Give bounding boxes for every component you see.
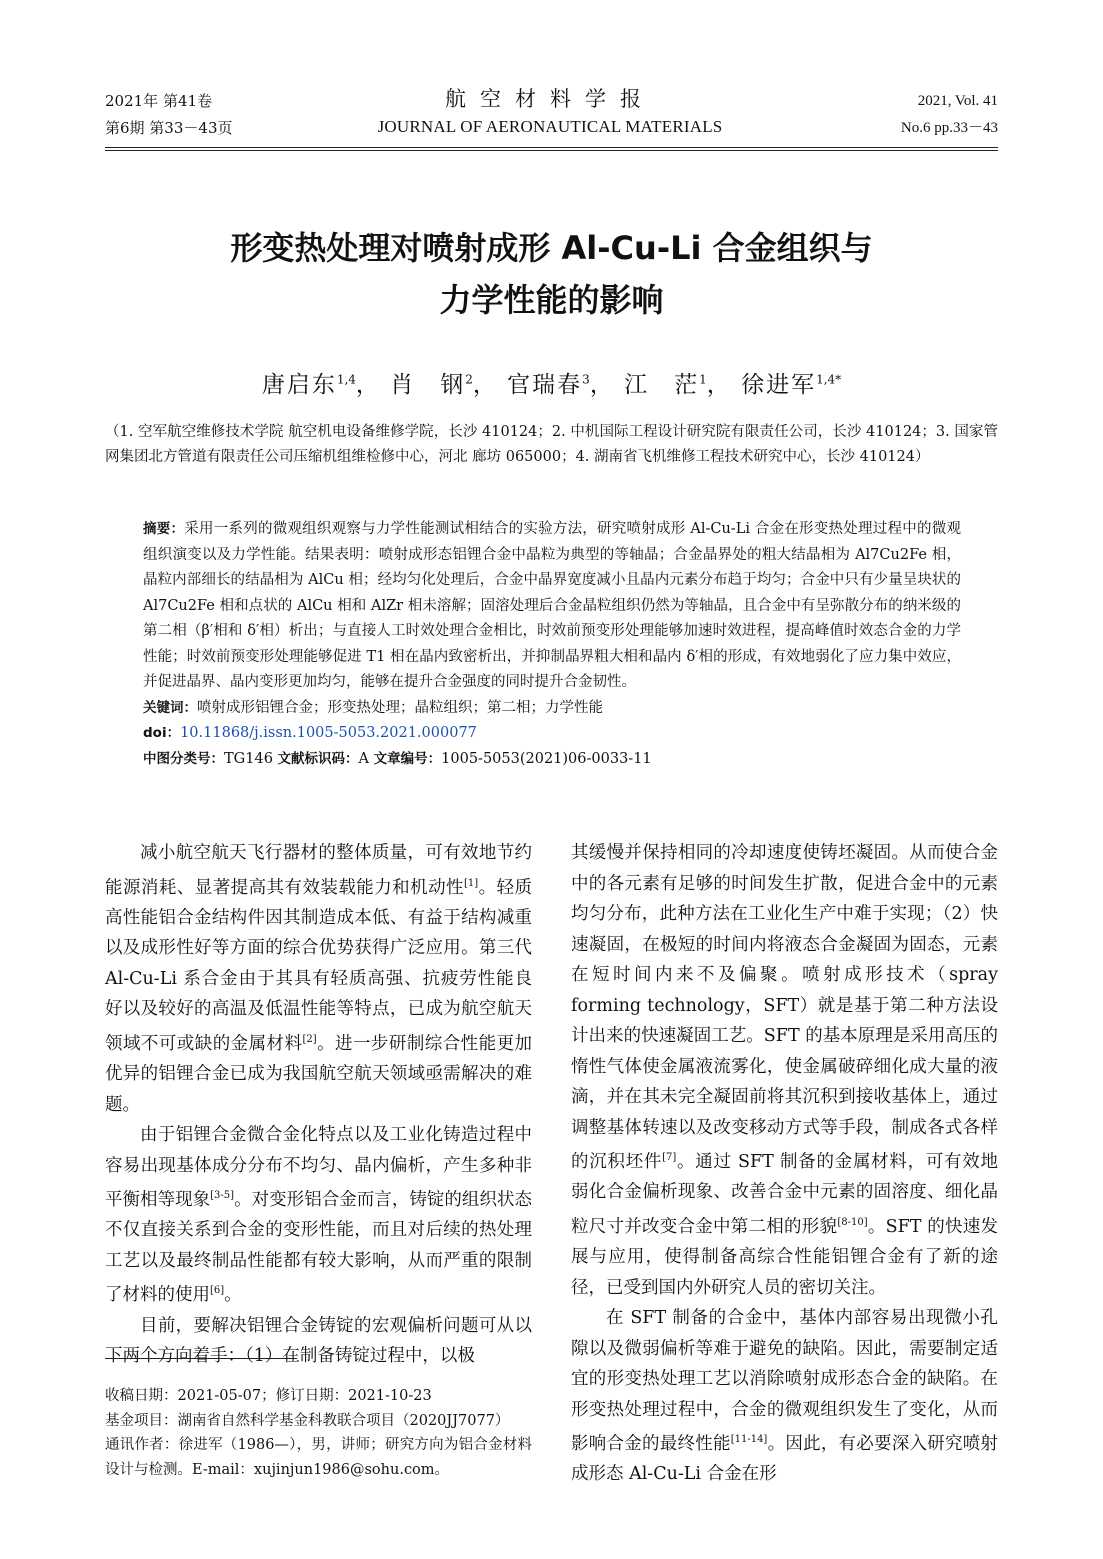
body-paragraph: 在 SFT 制备的合金中，基体内部容易出现微小孔隙以及微弱偏析等难于避免的缺陷。因此，需要制定适宜的形变热处理工艺以消除喷射成形态合金的缺陷。在形变热处理过程中，合金的微观组织发生了变化，从而影响合金的最终性能[11-14]。因此，有必要深入研究喷射成形态 Al-Cu-Li 合金在形: [571, 1308, 999, 1485]
journal-name-cn: 航空材料学报: [445, 87, 655, 111]
volume-info-en: 2021, Vol. 41: [917, 93, 998, 109]
footnote-rule: [105, 1358, 297, 1359]
title-line-1: 形变热处理对喷射成形 Al-Cu-Li 合金组织与: [230, 229, 873, 267]
issue-info-en: No.6 pp.33－43: [900, 120, 998, 136]
doi-link[interactable]: 10.11868/j.issn.1005-5053.2021.000077: [180, 725, 477, 741]
citation: [8-10]: [837, 1216, 868, 1228]
clc-number: 中图分类号：TG146: [143, 750, 273, 767]
abstract-block: [143, 517, 961, 772]
title-line-2: 力学性能的影响: [439, 281, 664, 319]
body-column-right: [571, 838, 998, 1490]
author: 官瑞春$^3$，: [507, 372, 615, 398]
running-header-right: [901, 88, 998, 142]
citation: [6]: [210, 1285, 225, 1297]
classification-row: [143, 747, 961, 773]
footnote: [105, 1384, 532, 1482]
issue-info: 第6期 第33－43页: [105, 119, 233, 137]
body-column-left: [105, 838, 532, 1372]
citation: [3-5]: [210, 1190, 235, 1202]
citation: [2]: [302, 1033, 317, 1045]
affiliations: （1. 空军航空维修技术学院 航空机电设备维修学院，长沙 410124；2. 中机国际工程设计研究院有限责任公司，长沙 410124；3. 国家管网集团北方管道有限责任公司压缩机组维检修中心，河北 廊坊 065000；4. 湖南省飞机维修工程技术研究中心，长沙 410124）: [105, 424, 998, 465]
body-paragraph: 目前，要解决铝锂合金铸锭的宏观偏析问题可从以下两个方向着手：（1）在制备铸锭过程中，以极: [105, 1315, 532, 1367]
journal-name: [330, 84, 770, 140]
header-rule: [105, 147, 998, 151]
article-number: 文章编号：1005-5053(2021)06-0033-11: [373, 750, 652, 767]
citation: [1]: [463, 877, 479, 889]
journal-name-en: JOURNAL OF AERONAUTICAL MATERIALS: [377, 117, 723, 136]
volume-info: 2021年 第41卷: [105, 92, 213, 110]
abstract: 摘要：采用一系列的微观组织观察与力学性能测试相结合的实验方法，研究喷射成形 Al-Cu-Li 合金在形变热处理过程中的微观组织演变以及力学性能。结果表明：喷射成形态铝锂合金中晶粒为典型的等轴晶；合金晶界处的粗大结晶相为 Al7Cu2Fe 相，晶粒内部细长的结晶相为 AlCu 相；经均匀化处理后，合金中晶界宽度减小且晶内元素分布趋于均匀；合金中只有少量呈块状的 Al7Cu2Fe 相和点状的 AlCu 相和 AlZr 相未溶解；固溶处理后合金晶粒组织仍然为等轴晶，且合金中有呈弥散分布的纳米级的第二相（β′相和 δ′相）析出；与直接人工时效处理合金相比，时效前预变形处理能够加速时效进程，提高峰值时效态合金的力学性能；时效前预变形处理能够促进 T1 相在晶内致密析出，并抑制晶界粗大相和晶内 δ′相的形成，有效地弱化了应力集中效应，并促进晶界、晶内变形更加均匀，能够在提升合金强度的同时提升合金韧性。: [143, 521, 961, 690]
body-paragraph: 其缓慢并保持相同的冷却速度使铸坯凝固。从而使合金中的各元素有足够的时间发生扩散，促进合金中的元素均匀分布，此种方法在工业化生产中难于实现；（2）快速凝固，在极短的时间内将液态合金凝固为固态，元素在短时间内来不及偏聚。喷射成形技术（spray forming technology，SFT）就是基于第二种方法设计出来的快速凝固工艺。SFT 的基本原理是采用高压的惰性气体使金属液流雾化，使金属破碎细化成大量的液滴，并在其未完全凝固前将其沉积到接收基体上，通过调整基体转速以及改变移动方式等手段，制成各式各样的沉积坯件[7]。通过 SFT 制备的金属材料，可有效地弱化合金偏析现象、改善合金中元素的固溶度、细化晶粒尺寸并改变合金中第二相的形貌[8-10]。SFT 的快速发展与应用，使得制备高综合性能铝锂合金有了新的途径，已受到国内外研究人员的密切关注。: [571, 843, 999, 1298]
body-paragraph: 由于铝锂合金微合金化特点以及工业化铸造过程中容易出现基体成分分布不均匀、晶内偏析，产生多种非平衡相等现象[3-5]。对变形铝合金而言，铸锭的组织状态不仅直接关系到合金的变形性能，而且对后续的热处理工艺以及最终制品性能都有较大影响，从而严重的限制了材料的使用[6]。: [105, 1125, 533, 1306]
body-paragraph: 减小航空航天飞行器材的整体质量，可有效地节约能源消耗、显著提高其有效装载能力和机动性[1]。轻质高性能铝合金结构件因其制造成本低、有益于结构减重以及成形性好等方面的综合优势获得广泛应用。第三代 Al-Cu-Li 系合金由于其具有轻质高强、抗疲劳性能良好以及较好的高温及低温性能等特点，已成为航空航天领域不可或缺的金属材料[2]。进一步研制综合性能更加优异的铝锂合金已成为我国航空航天领域亟需解决的难题。: [105, 843, 533, 1115]
author: 徐进军$^{1,4*}$: [741, 372, 842, 398]
doi: doi：10.11868/j.issn.1005-5053.2021.000077: [143, 725, 477, 741]
corresponding-author: 通讯作者：徐进军（1986—），男，讲师；研究方向为铝合金材料设计与检测。E-mail：xujinjun1986@sohu.com。: [105, 1437, 532, 1478]
citation: [7]: [662, 1152, 677, 1163]
author-list: [105, 366, 998, 399]
received-date: 收稿日期：2021-05-07；修订日期：2021-10-23: [105, 1388, 432, 1404]
keywords: 关键词：喷射成形铝锂合金；形变热处理；晶粒组织；第二相；力学性能: [143, 699, 603, 716]
running-header-left: [105, 88, 233, 142]
author: 肖 钢$^2$，: [390, 372, 498, 398]
funding: 基金项目：湖南省自然科学基金科教联合项目（2020JJ7077）: [105, 1412, 510, 1429]
author: 江 茫$^1$，: [624, 372, 732, 398]
paper-title: [105, 222, 998, 326]
document-code: 文献标识码：A: [277, 750, 370, 767]
citation: [11-14]: [730, 1434, 768, 1446]
author: 唐启东$^{1,4}$，: [261, 372, 381, 398]
